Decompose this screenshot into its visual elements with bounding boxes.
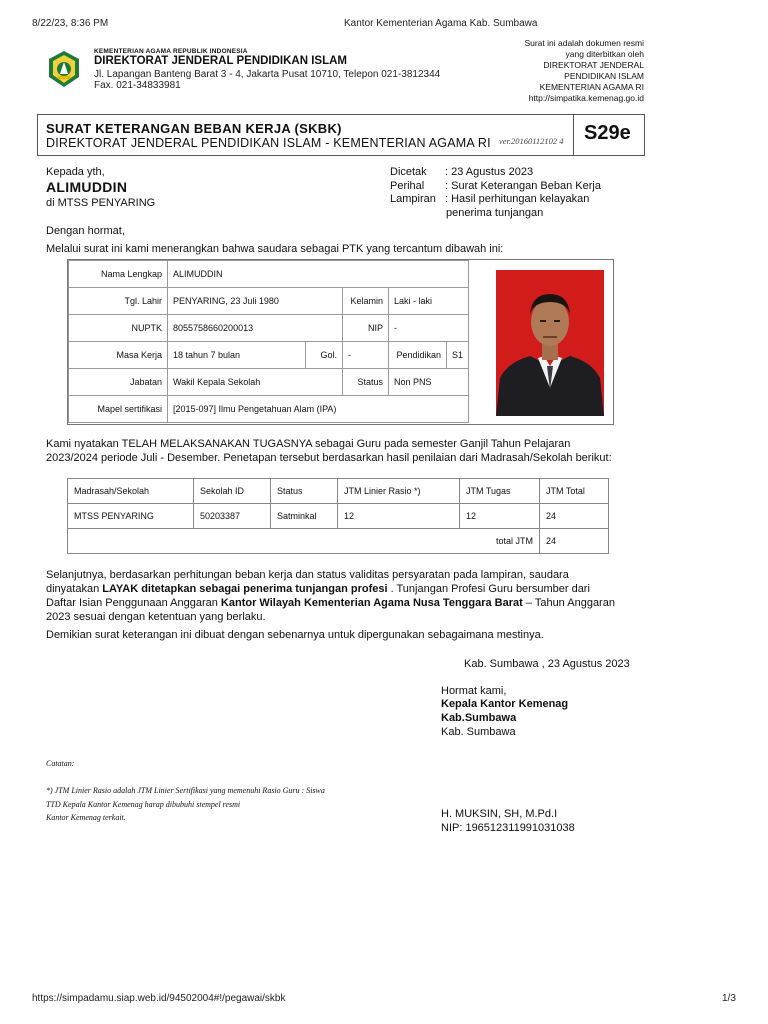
- header-status: Status: [271, 479, 338, 504]
- place-date: Kab. Sumbawa , 23 Agustus 2023: [464, 658, 630, 670]
- decision-line-3c: – Tahun Anggaran: [522, 597, 615, 609]
- mapel-label: Mapel sertifikasi: [69, 396, 168, 423]
- subject-value: : Surat Keterangan Beban Kerja: [445, 180, 601, 192]
- cell-status: Satminkal: [271, 504, 338, 529]
- greeting: Kepada yth,: [46, 166, 105, 178]
- ptk-info-panel: [67, 259, 614, 425]
- table-row: [69, 288, 469, 315]
- print-url[interactable]: https://simpadamu.siap.web.id/94502004#!/pegawai/skbk: [32, 993, 286, 1004]
- header-school-id: Sekolah ID: [194, 479, 271, 504]
- header-jtm-tugas: JTM Tugas: [460, 479, 540, 504]
- cell-jtm-tugas: 12: [460, 504, 540, 529]
- eligibility-statement: LAYAK ditetapkan sebagai penerima tunjangan profesi: [102, 583, 388, 595]
- pendidikan-label: Pendidikan: [389, 342, 447, 369]
- table-row: [69, 261, 469, 288]
- signer-role-1: Kepala Kantor Kemenag: [441, 698, 569, 710]
- ptk-photo: [496, 270, 604, 416]
- statement-line-2: 2023/2024 periode Juli - Desember. Penetapan tersebut berdasarkan hasil penilaian dari Madrasah/Sekolah berikut:: [46, 452, 612, 464]
- table-row: [69, 342, 469, 369]
- table-row: [69, 396, 469, 423]
- signer-role-2: Kab.Sumbawa: [441, 712, 517, 724]
- pendidikan-value: S1: [447, 342, 469, 369]
- ptk-info-table: [68, 260, 469, 423]
- header-school: Madrasah/Sekolah: [68, 479, 194, 504]
- masa-kerja-label: Masa Kerja: [69, 342, 168, 369]
- gol-label: Gol.: [306, 342, 343, 369]
- decision-line-3: [46, 596, 646, 610]
- table-row: [68, 504, 609, 529]
- nip-value: -: [389, 315, 469, 342]
- attachment-value-2: penerima tunjangan: [446, 207, 544, 219]
- status-label: Status: [343, 369, 389, 396]
- print-page-number: 1/3: [722, 993, 736, 1004]
- attachment-value-1: : Hasil perhitungan kelayakan: [445, 193, 590, 205]
- official-note-4: PENDIDIKAN ISLAM: [564, 71, 644, 81]
- official-url[interactable]: http://simpatika.kemenag.go.id: [528, 93, 644, 103]
- table-total-row: [68, 529, 609, 554]
- signer-name: H. MUKSIN, SH, M.Pd.I: [441, 808, 558, 820]
- mapel-value: [2015-097] Ilmu Pengetahuan Alam (IPA): [168, 396, 469, 423]
- table-row: [69, 315, 469, 342]
- jabatan-value: Wakil Kepala Sekolah: [168, 369, 343, 396]
- intro-text: Melalui surat ini kami menerangkan bahwa saudara sebagai PTK yang tercantum dibawah ini:: [46, 243, 504, 255]
- printed-label: Dicetak: [390, 166, 427, 178]
- nama-value: ALIMUDDIN: [168, 261, 469, 288]
- document-title: SURAT KETERANGAN BEBAN KERJA (SKBK): [46, 121, 342, 136]
- kemenag-logo: [46, 50, 82, 88]
- nuptk-label: NUPTK: [69, 315, 168, 342]
- header-fax: Fax. 021-34833981: [94, 80, 181, 91]
- document-title-box: [37, 114, 645, 156]
- notes-line-3: Kantor Kemenag terkait.: [46, 813, 126, 822]
- directorate-name: DIREKTORAT JENDERAL PENDIDIKAN ISLAM: [94, 55, 348, 67]
- signer-nip: NIP: 196512311991031038: [441, 822, 575, 834]
- print-page-title: Kantor Kementerian Agama Kab. Sumbawa: [344, 18, 538, 29]
- statement-line-1: Kami nyatakan TELAH MELAKSANAKAN TUGASNYA sebagai Guru pada semester Ganjil Tahun Pelajaran: [46, 438, 571, 450]
- document-version: ver.20160112102 4: [499, 136, 564, 146]
- cell-jtm-linier: 12: [338, 504, 460, 529]
- closing-statement: Demikian surat keterangan ini dibuat dengan sebenarnya untuk dipergunakan sebagaimana mestinya.: [46, 629, 544, 641]
- kelamin-label: Kelamin: [343, 288, 389, 315]
- official-note-5: KEMENTERIAN AGAMA RI: [539, 82, 644, 92]
- header-jtm-total: JTM Total: [540, 479, 609, 504]
- notes-line-2: TTD Kepala Kantor Kemenag harap dibubuhi stempel resmi: [46, 800, 241, 809]
- salutation: Dengan hormat,: [46, 225, 125, 237]
- header-jtm-linier: JTM Linier Rasio *): [338, 479, 460, 504]
- addressee-name: ALIMUDDIN: [46, 179, 128, 195]
- total-jtm-value: 24: [540, 529, 609, 554]
- printed-value: : 23 Agustus 2023: [445, 166, 534, 178]
- nuptk-value: 8055758660200013: [168, 315, 343, 342]
- document-code: S29e: [584, 122, 631, 144]
- attachment-label: Lampiran: [390, 193, 436, 205]
- jtm-table: [67, 478, 609, 554]
- notes-line-1: *) JTM Linier Rasio adalah JTM Linier Sertifikasi yang memenuhi Rasio Guru : Siswa: [46, 786, 325, 795]
- table-row: [69, 369, 469, 396]
- decision-line-2: [46, 582, 646, 596]
- signer-region: Kab. Sumbawa: [441, 726, 516, 738]
- regards: Hormat kami,: [441, 685, 507, 697]
- decision-line-2c: . Tunjangan Profesi Guru bersumber dari: [387, 583, 590, 595]
- funding-office: Kantor Wilayah Kementerian Agama Nusa Tenggara Barat: [220, 597, 523, 609]
- subject-label: Perihal: [390, 180, 425, 192]
- ministry-name: KEMENTERIAN AGAMA REPUBLIK INDONESIA: [94, 48, 248, 55]
- decision-line-4: 2023 sesuai dengan ketentuan yang berlaku.: [46, 611, 266, 623]
- kelamin-value: Laki - laki: [389, 288, 469, 315]
- status-value: Non PNS: [389, 369, 469, 396]
- cell-school: MTSS PENYARING: [68, 504, 194, 529]
- document-subtitle: DIREKTORAT JENDERAL PENDIDIKAN ISLAM - KEMENTERIAN AGAMA RI: [46, 136, 491, 150]
- total-jtm-label: total JTM: [68, 529, 540, 554]
- decision-line-1: Selanjutnya, berdasarkan perhitungan beban kerja dan status validitas persyaratan pada lampiran, saudara: [46, 569, 569, 581]
- title-divider: [573, 115, 574, 155]
- ttl-label: Tgl. Lahir: [69, 288, 168, 315]
- gol-value: -: [343, 342, 389, 369]
- official-note-2: yang diterbitkan oleh: [565, 49, 644, 59]
- table-header-row: [68, 479, 609, 504]
- header-address: Jl. Lapangan Banteng Barat 3 - 4, Jakarta Pusat 10710, Telepon 021-3812344: [94, 69, 441, 80]
- print-datetime: 8/22/23, 8:36 PM: [32, 18, 109, 29]
- masa-kerja-value: 18 tahun 7 bulan: [168, 342, 306, 369]
- official-note-3: DIREKTORAT JENDERAL: [543, 60, 644, 70]
- notes-title: Catatan:: [46, 759, 75, 768]
- cell-jtm-total: 24: [540, 504, 609, 529]
- decision-line-2a: dinyatakan: [46, 583, 103, 595]
- addressee-school: di MTSS PENYARING: [46, 197, 156, 209]
- jabatan-label: Jabatan: [69, 369, 168, 396]
- nip-label: NIP: [343, 315, 389, 342]
- ttl-value: PENYARING, 23 Juli 1980: [168, 288, 343, 315]
- official-note-1: Surat ini adalah dokumen resmi: [524, 38, 644, 48]
- decision-line-3a: Daftar Isian Penggunaan Anggaran: [46, 597, 221, 609]
- nama-label: Nama Lengkap: [69, 261, 168, 288]
- cell-school-id: 50203387: [194, 504, 271, 529]
